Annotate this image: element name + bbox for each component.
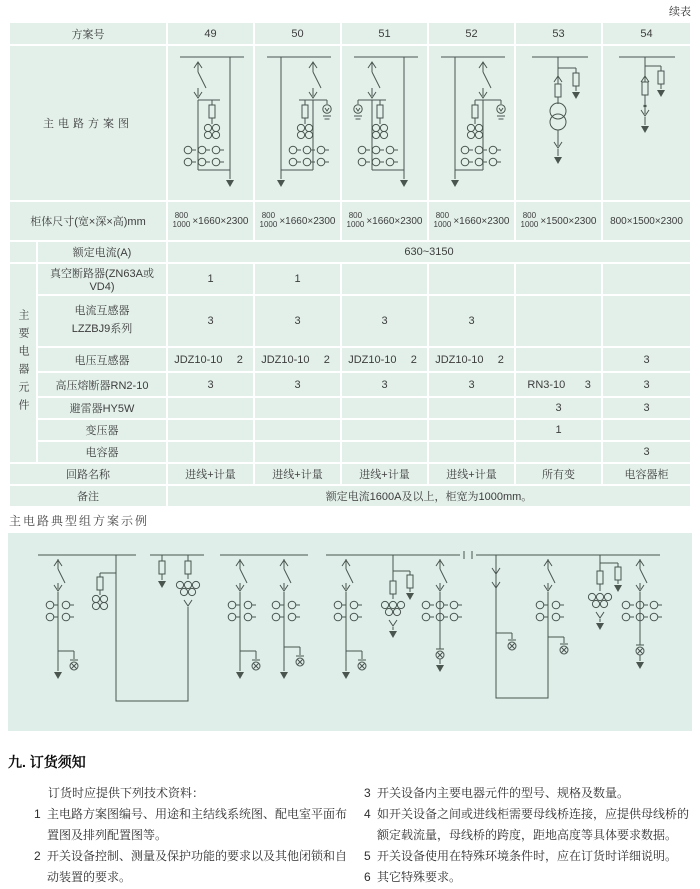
value-cell xyxy=(516,296,601,346)
cabinet-size-49: 800 1000 ×1660×2300 xyxy=(172,211,249,229)
hv-fuse-row xyxy=(10,373,690,396)
value-cell: 3 xyxy=(429,373,514,396)
value-cell xyxy=(342,442,427,462)
value-cell: 1 xyxy=(516,420,601,440)
value-cell: 3 xyxy=(168,296,253,346)
arrester-label: 避雷器HY5W xyxy=(38,398,166,418)
vacuum-breaker-label: 真空断路器(ZN63A或VD4) xyxy=(38,264,166,294)
scheme-number-header: 方案号 xyxy=(10,23,166,44)
scheme-54-diagram xyxy=(605,48,689,198)
value-cell: 3 xyxy=(168,373,253,396)
cabinet-size-50: 800 1000 ×1660×2300 xyxy=(259,211,336,229)
value-cell xyxy=(429,442,514,462)
value-cell xyxy=(516,348,601,371)
pt-cell-51: JDZ10-10 2 xyxy=(344,349,425,370)
value-cell xyxy=(255,442,340,462)
value-cell xyxy=(255,420,340,440)
continued-table-label: 续表 xyxy=(669,6,691,18)
rated-current-value: 630~3150 xyxy=(168,242,690,262)
value-cell: 3 xyxy=(603,398,690,418)
ordering-item-4: 4 如开关设备之间或进线柜需要母线桥连接，应提供母线桥的额定载流量，母线桥的跨度，距地高度等具体要求数据。 xyxy=(364,807,690,842)
vacuum-breaker-row xyxy=(10,264,690,294)
cabinet-size-row xyxy=(10,202,690,240)
value-cell: 3 xyxy=(603,442,690,462)
current-transformer-row xyxy=(10,296,690,346)
value-cell xyxy=(429,420,514,440)
hv-fuse-label: 高压熔断器RN2-10 xyxy=(38,373,166,396)
value-cell xyxy=(168,398,253,418)
ordering-intro: 订货时应提供下列技术资料： xyxy=(48,786,205,800)
value-cell: 所有变 xyxy=(516,464,601,484)
scheme-table xyxy=(8,21,692,508)
typical-group-diagram xyxy=(8,533,692,731)
value-cell: 进线+计量 xyxy=(168,464,253,484)
value-cell xyxy=(516,442,601,462)
value-cell: 3 xyxy=(603,348,690,371)
rated-current-label: 额定电流(A) xyxy=(38,242,166,262)
ordering-heading: 九. 订货须知 xyxy=(8,754,86,770)
value-cell xyxy=(429,264,514,294)
value-cell: 1 xyxy=(168,264,253,294)
circuit-name-label: 回路名称 xyxy=(10,464,166,484)
value-cell xyxy=(168,442,253,462)
cabinet-size-52: 800 1000 ×1660×2300 xyxy=(433,211,510,229)
value-cell: 3 xyxy=(255,296,340,346)
ordering-item-5: 5 开关设备使用在特殊环境条件时，应在订货时详细说明。 xyxy=(364,849,678,863)
scheme-49-diagram xyxy=(170,48,253,198)
transformer-label: 变压器 xyxy=(38,420,166,440)
ordering-item-2: 2 开关设备控制、测量及保护功能的要求以及其他闭锁和自动装置的要求。 xyxy=(34,849,348,884)
value-cell: 进线+计量 xyxy=(429,464,514,484)
ordering-left-column xyxy=(34,783,350,888)
scheme-53-diagram xyxy=(518,48,601,198)
diagram-row xyxy=(10,46,690,200)
scheme-49-header: 49 xyxy=(168,23,253,44)
value-cell: 3 xyxy=(429,296,514,346)
scheme-53-header: 53 xyxy=(516,23,601,44)
cabinet-size-54: 800×1500×2300 xyxy=(610,216,683,227)
value-cell xyxy=(516,264,601,294)
pt-cell-49: JDZ10-10 2 xyxy=(170,349,251,370)
ordering-item-6: 6 其它特殊要求。 xyxy=(364,870,462,884)
scheme-header-row xyxy=(10,23,690,44)
value-cell xyxy=(603,420,690,440)
value-cell: 3 xyxy=(255,373,340,396)
scheme-52-diagram xyxy=(431,48,514,198)
scheme-51-header: 51 xyxy=(342,23,427,44)
cabinet-size-53: 800 1000 ×1500×2300 xyxy=(520,211,597,229)
remark-label: 备注 xyxy=(10,486,166,506)
scheme-54-header: 54 xyxy=(603,23,690,44)
scheme-50-diagram xyxy=(257,48,340,198)
value-cell: 3 xyxy=(603,373,690,396)
value-cell xyxy=(342,420,427,440)
value-cell xyxy=(342,398,427,418)
fuse-cell-53: RN3-10 3 xyxy=(518,374,599,395)
arrester-row xyxy=(10,398,690,418)
value-cell: 1 xyxy=(255,264,340,294)
ordering-section xyxy=(8,752,694,888)
ordering-item-1: 1 主电路方案图编号、用途和主结线系统图、配电室平面布置图及排列配置图等。 xyxy=(34,807,348,842)
value-cell: 进线+计量 xyxy=(255,464,340,484)
main-components-group-label: 主要电器元件 xyxy=(10,264,36,462)
capacitor-row xyxy=(10,442,690,462)
rated-current-row xyxy=(10,242,690,262)
voltage-transformer-label: 电压互感器 xyxy=(38,348,166,371)
capacitor-label: 电容器 xyxy=(38,442,166,462)
value-cell: 进线+计量 xyxy=(342,464,427,484)
value-cell xyxy=(168,420,253,440)
value-cell: 3 xyxy=(342,373,427,396)
value-cell: 3 xyxy=(342,296,427,346)
scheme-52-header: 52 xyxy=(429,23,514,44)
value-cell xyxy=(429,398,514,418)
value-cell: 电容器柜 xyxy=(603,464,690,484)
value-cell xyxy=(342,264,427,294)
ordering-right-column xyxy=(364,783,694,888)
value-cell xyxy=(255,398,340,418)
remark-row xyxy=(10,486,690,506)
cabinet-size-51: 800 1000 ×1660×2300 xyxy=(346,211,423,229)
voltage-transformer-row xyxy=(10,348,690,371)
current-transformer-label: 电流互感器 LZZBJ9系列 xyxy=(38,296,166,346)
diagram-row-label: 主电路方案图 xyxy=(10,46,166,200)
cabinet-size-label: 柜体尺寸(宽×深×高)mm xyxy=(10,202,166,240)
scheme-51-diagram xyxy=(344,48,427,198)
transformer-row xyxy=(10,420,690,440)
pt-cell-52: JDZ10-10 2 xyxy=(431,349,512,370)
scheme-50-header: 50 xyxy=(255,23,340,44)
group-spacer-cell xyxy=(10,242,36,262)
ordering-item-3: 3 开关设备内主要电器元件的型号、规格及数量。 xyxy=(364,786,630,800)
typical-group-title: 主电路典型组方案示例 xyxy=(9,514,150,528)
value-cell: 3 xyxy=(516,398,601,418)
circuit-name-row xyxy=(10,464,690,484)
remark-text: 额定电流1600A及以上，柜宽为1000mm。 xyxy=(168,486,690,506)
typical-group-panel xyxy=(8,533,692,731)
value-cell xyxy=(603,296,690,346)
value-cell xyxy=(603,264,690,294)
pt-cell-50: JDZ10-10 2 xyxy=(257,349,338,370)
